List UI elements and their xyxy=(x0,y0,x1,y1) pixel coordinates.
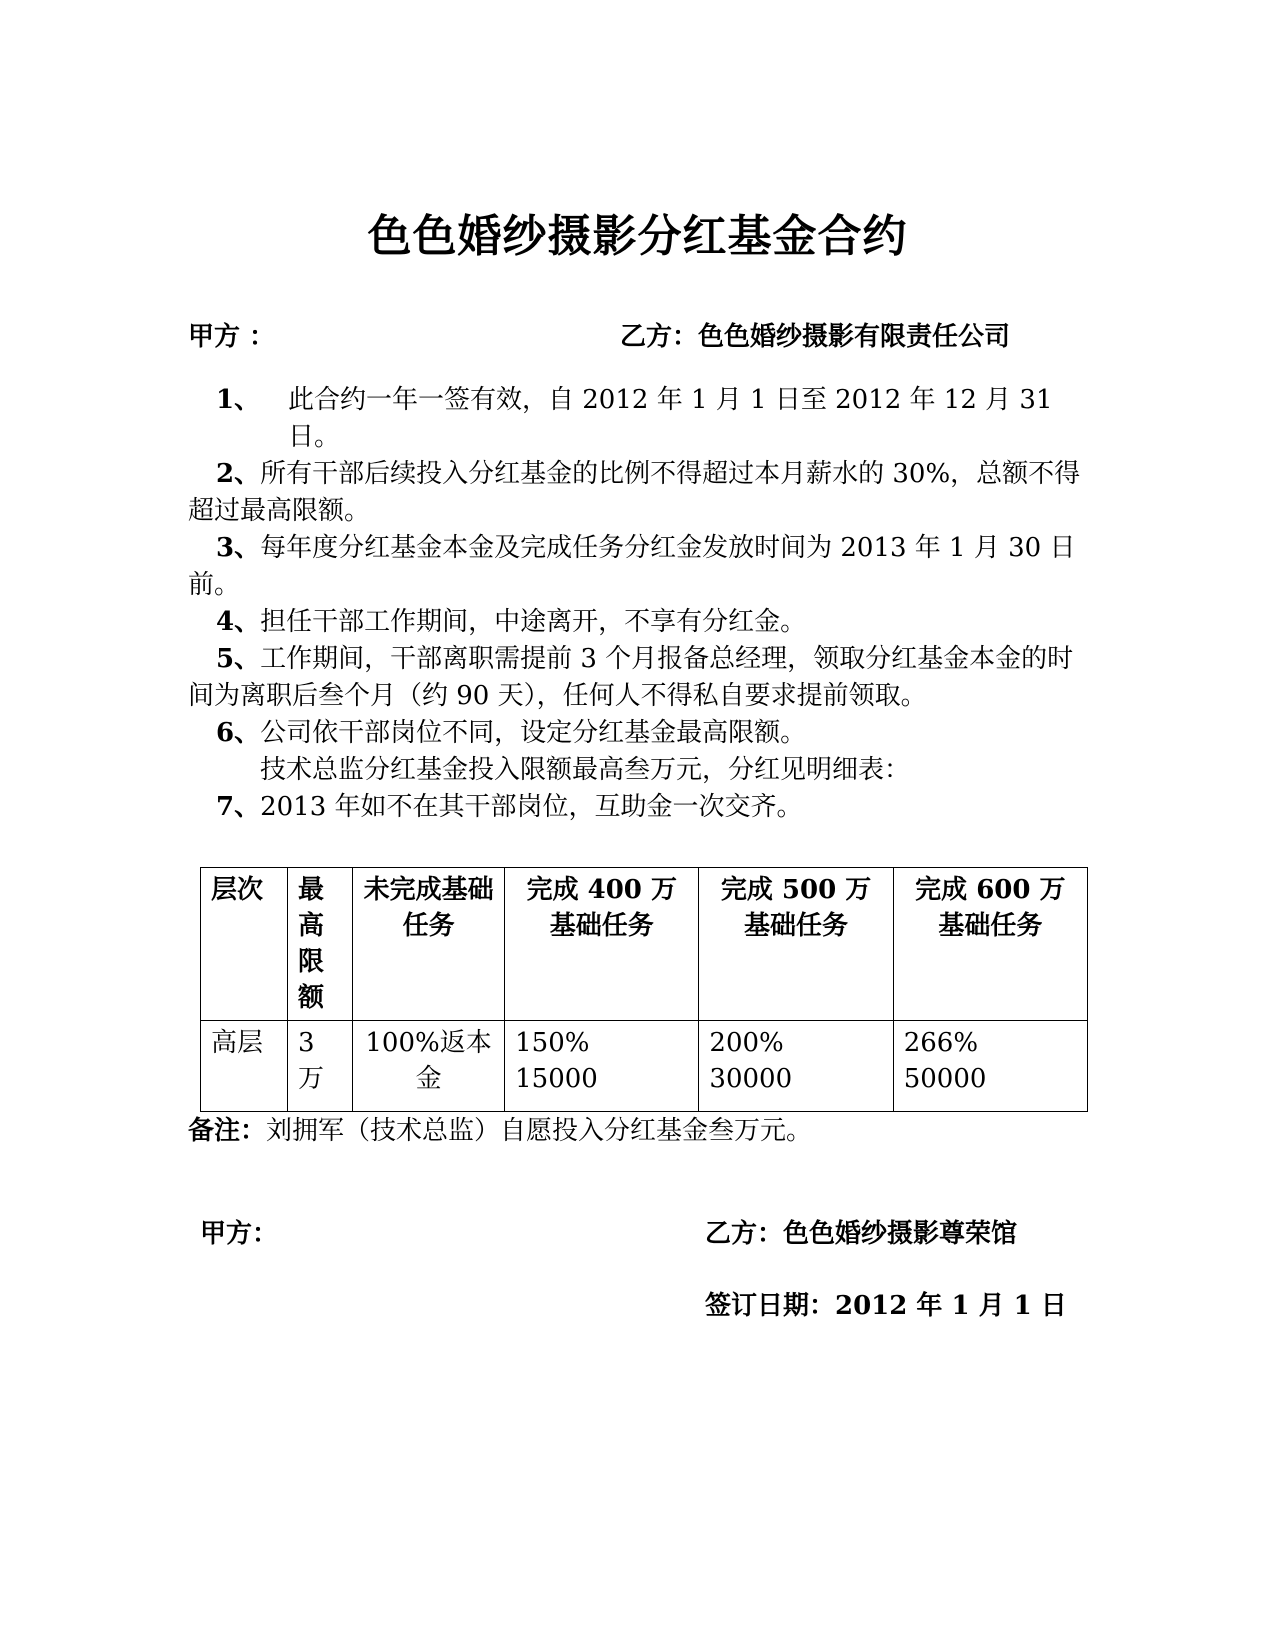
table-row xyxy=(201,1021,1088,1112)
header-tier: 层次 xyxy=(201,868,288,1021)
clause-text: 技术总监分红基金投入限额最高叁万元，分红见明细表： xyxy=(260,755,911,785)
document-title: 色色婚纱摄影分红基金合约 xyxy=(367,211,908,262)
cell-600 xyxy=(893,1021,1087,1112)
header-max: 最高限额 xyxy=(288,868,353,1021)
remark xyxy=(188,1110,812,1147)
clause-number: 2、 xyxy=(216,459,261,489)
cell-amount: 50000 xyxy=(903,1064,987,1094)
header-400: 完成 400 万基础任务 xyxy=(505,868,699,1021)
clause-number: 4、 xyxy=(216,607,261,637)
cell-500 xyxy=(699,1021,893,1112)
header-500: 完成 500 万基础任务 xyxy=(699,868,893,1021)
clause-1 xyxy=(188,382,1083,456)
cell-amount: 15000 xyxy=(515,1064,598,1094)
sign-date: 签订日期：2012 年 1 月 1 日 xyxy=(705,1291,1067,1321)
cell-percent: 150% xyxy=(515,1028,590,1058)
clause-text: 工作期间，干部离职需提前 3 个月报备总经理，领取分红基金本金的时间为离职后叁个月（约 90 天），任何人不得私自要求提前领取。 xyxy=(188,644,1074,711)
clause-number: 7、 xyxy=(216,792,261,822)
bonus-table xyxy=(200,867,1088,1112)
clause-2 xyxy=(188,456,1083,530)
clause-text: 担任干部工作期间，中途离开，不享有分红金。 xyxy=(260,607,807,637)
clause-number: 1、 xyxy=(216,385,261,415)
clause-3 xyxy=(188,530,1083,604)
clause-number: 5、 xyxy=(216,644,261,674)
cell-percent: 266% xyxy=(903,1028,979,1058)
clause-number: 3、 xyxy=(216,533,261,563)
clause-6-detail xyxy=(188,752,1083,789)
remark-label: 备注： xyxy=(188,1116,267,1146)
cell-400 xyxy=(505,1021,699,1112)
clause-number: 6、 xyxy=(216,718,261,748)
remark-text: 刘拥军（技术总监）自愿投入分红基金叁万元。 xyxy=(266,1116,813,1146)
cell-max: 3 万 xyxy=(288,1021,353,1112)
cell-amount: 30000 xyxy=(709,1064,793,1094)
clause-text: 公司依干部岗位不同，设定分红基金最高限额。 xyxy=(260,718,807,748)
header-party-b: 乙方：色色婚纱摄影有限责任公司 xyxy=(620,322,1011,352)
cell-incomplete: 100%返本金 xyxy=(353,1021,505,1112)
header-party-a: 甲方 ： xyxy=(188,322,276,352)
clause-7 xyxy=(188,789,1083,826)
clause-text: 此合约一年一签有效，自 2012 年 1 月 1 日至 2012 年 12 月 31 日。 xyxy=(288,385,1053,452)
clause-text: 所有干部后续投入分红基金的比例不得超过本月薪水的 30%，总额不得超过最高限额。 xyxy=(188,459,1081,526)
clause-list xyxy=(188,382,1083,826)
header-600: 完成 600 万基础任务 xyxy=(893,868,1087,1021)
header-incomplete: 未完成基础任务 xyxy=(353,868,505,1021)
clause-4 xyxy=(188,604,1083,641)
footer-party-b: 乙方：色色婚纱摄影尊荣馆 xyxy=(705,1219,1018,1249)
clause-6 xyxy=(188,715,1083,752)
table-header-row xyxy=(201,868,1088,1021)
clause-text: 2013 年如不在其干部岗位，互助金一次交齐。 xyxy=(260,792,803,822)
clause-5 xyxy=(188,641,1083,715)
clause-text: 每年度分红基金本金及完成任务分红金发放时间为 2013 年 1 月 30 日前。 xyxy=(188,533,1076,600)
cell-tier: 高层 xyxy=(201,1021,288,1112)
cell-percent: 200% xyxy=(709,1028,784,1058)
footer-party-a: 甲方： xyxy=(200,1219,279,1249)
